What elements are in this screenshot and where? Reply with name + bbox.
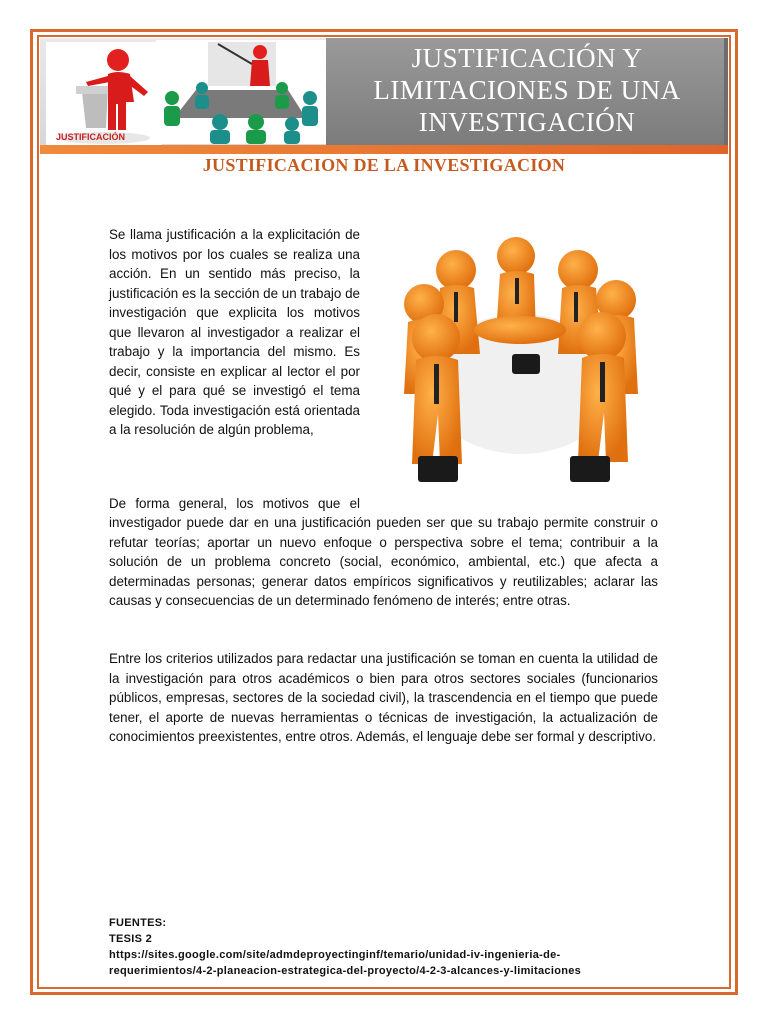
sources-label: FUENTES: — [109, 917, 167, 929]
source-item: TESIS 2 — [109, 933, 153, 945]
section-heading: JUSTIFICACION DE LA INVESTIGACION — [202, 155, 566, 175]
svg-text:JUSTIFICACIÓN: JUSTIFICACIÓN — [56, 132, 126, 142]
justification-logo-icon — [46, 42, 162, 146]
paragraph-1: Se llama justificación a la explicitación de los motivos por los cuales se realiza una acción. En un sentido más preciso, la justificación es la sección de un trabajo de investigación que explicita los motivos que llevaron al investigador a realizar el trabajo y la importancia del mismo. Es decir, consiste en explicar al lector el por qué y el para qué se investigó el tema elegido. Toda investigación está orientada a la resolución de algún problema, — [109, 227, 360, 437]
source-url-line-1: https://sites.google.com/site/admdeproyectinginf/temario/unidad-iv-ingenieria-de- — [109, 949, 561, 961]
header-divider — [40, 145, 728, 154]
paragraph-3: Entre los criterios utilizados para redactar una justificación se toman en cuenta la utilidad de la investigación para otros académicos o bien para otros sectores sociales (funcionarios públicos, empresas, sectores de la sociedad civil), la trascendencia en el tiempo que puede tener, el aporte de nuevas herramientas o técnicas de investigación, la actualización de conocimientos preexistentes, entre otros. Además, el lenguaje debe ser formal y descriptivo. — [109, 651, 658, 744]
presentation-meeting-icon — [156, 40, 328, 144]
page-title-line-3: INVESTIGACIÓN — [418, 107, 636, 137]
paragraph-2-start: De forma general, los motivos que el — [109, 496, 360, 511]
paragraph-2: investigador puede dar en una justificación pueden ser que su trabajo permite construir o refutar teorías; aportar un nuevo enfoque o perspectiva sobre el tema; contribuir a la solución de un problema concreto (social, económico, ambiental, etc.) que afecta a determinadas personas; generar datos empíricos significativos y reutilizables; aclarar las causas y consecuencias de un determinado fenómeno de interés; entre otras. — [109, 515, 658, 608]
title-box — [326, 38, 728, 146]
page-title-line-2: LIMITACIONES DE UNA — [373, 75, 681, 105]
source-url-line-2: requerimientos/4-2-planeacion-estrategica-del-proyecto/4-2-3-alcances-y-limitaciones — [109, 965, 582, 977]
page-title-line-1: JUSTIFICACIÓN Y — [411, 43, 643, 73]
sources-block — [109, 915, 669, 979]
team-huddle-icon — [396, 234, 646, 496]
